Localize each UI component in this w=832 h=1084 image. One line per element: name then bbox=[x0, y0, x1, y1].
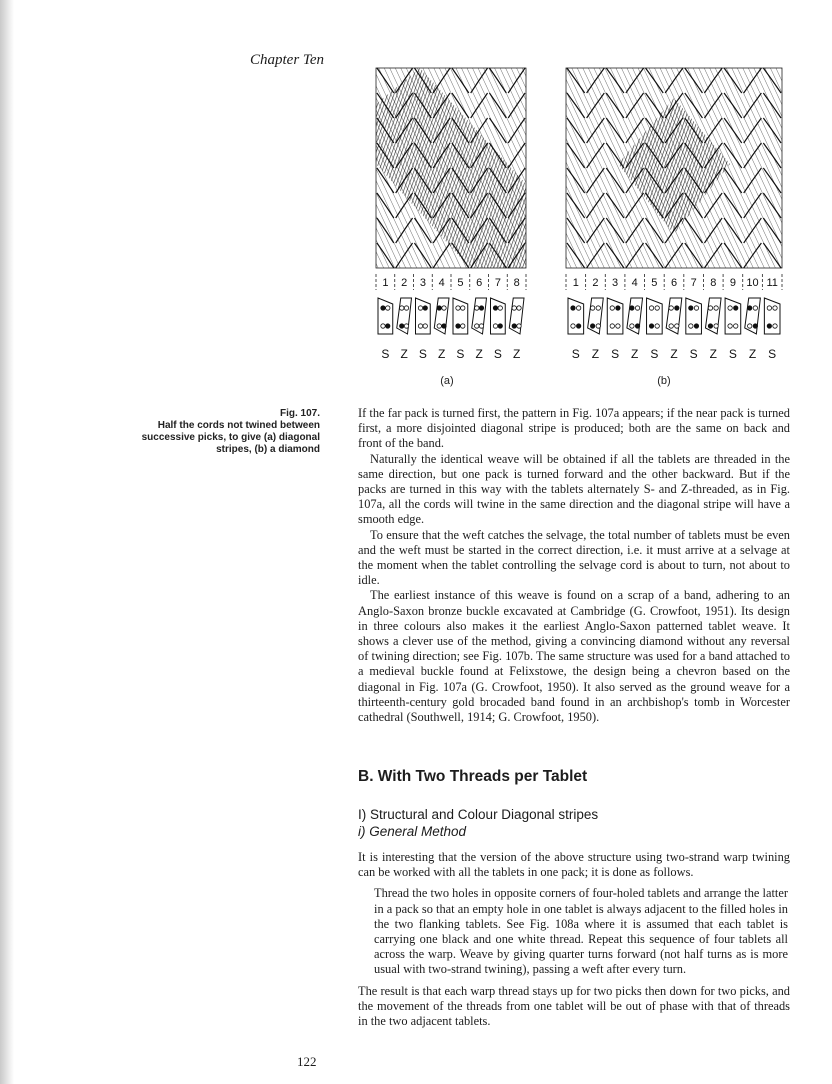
tablet-hole bbox=[493, 306, 497, 310]
subsubsection-title: i) General Method bbox=[358, 824, 467, 839]
subsection-title: I) Structural and Colour Diagonal stripes bbox=[358, 807, 599, 822]
threading-direction: S bbox=[571, 347, 580, 361]
tablet-hole bbox=[610, 324, 614, 328]
tablet-hole bbox=[694, 306, 698, 310]
tablet-hole bbox=[630, 324, 634, 328]
figure-caption-text: Half the cords not twined between successive picks, to give (a) diagonal stripes, (b) a diamond bbox=[141, 420, 320, 455]
tablet-hole bbox=[773, 324, 777, 328]
tablet-hole bbox=[728, 306, 732, 310]
tablet-number: 1 bbox=[382, 277, 389, 289]
threading-direction: S bbox=[611, 347, 620, 361]
tablet-hole bbox=[767, 324, 771, 328]
page-number: 122 bbox=[297, 1054, 317, 1069]
tablet-card bbox=[453, 298, 468, 334]
tablet-card bbox=[666, 298, 682, 334]
tablet-hole bbox=[404, 324, 408, 328]
tablet-card bbox=[588, 298, 604, 334]
paragraph: The result is that each warp thread stays up for two picks then down for two picks, and the movement of the threads from one tablet will be out of phase with that of threads in the two adjacent tablets. bbox=[358, 983, 790, 1029]
tablet-card bbox=[434, 298, 449, 334]
threading-direction: Z bbox=[475, 347, 483, 361]
tablet-hole bbox=[635, 324, 639, 328]
tablet-hole bbox=[708, 324, 712, 328]
sub-heading bbox=[358, 806, 798, 840]
figure-a-tablet-numbers bbox=[376, 274, 526, 290]
figure-107-drawing bbox=[360, 64, 800, 394]
section-heading: B. With Two Threads per Tablet bbox=[358, 768, 588, 785]
tablet-hole bbox=[461, 306, 465, 310]
tablet-hole bbox=[423, 324, 427, 328]
tablet-hole bbox=[728, 324, 732, 328]
paragraph: If the far pack is turned first, the pattern in Fig. 107a appears; if the near pack is turned first, a more disjointed diagonal stripe is produced; both are the same on back and front of the band. bbox=[358, 406, 790, 451]
threading-direction: Z bbox=[437, 347, 446, 361]
tablet-hole bbox=[714, 306, 718, 310]
tablet-hole bbox=[404, 306, 408, 310]
tablet-number: 3 bbox=[419, 277, 426, 289]
tablet-number: 8 bbox=[710, 277, 717, 289]
tablet-hole bbox=[437, 306, 441, 310]
tablet-hole bbox=[517, 324, 521, 328]
tablet-card bbox=[627, 298, 643, 334]
threading-direction: S bbox=[689, 347, 698, 361]
body-text bbox=[358, 406, 790, 725]
tablet-hole bbox=[418, 324, 422, 328]
tablet-hole bbox=[675, 306, 679, 310]
tablet-hole bbox=[442, 306, 446, 310]
figure-caption bbox=[124, 408, 320, 456]
tablet-hole bbox=[753, 306, 757, 310]
tablet-hole bbox=[456, 306, 460, 310]
tablet-hole bbox=[461, 324, 465, 328]
tablet-hole bbox=[655, 306, 659, 310]
tablet-hole bbox=[590, 306, 594, 310]
tablet-hole bbox=[479, 306, 483, 310]
tablet-hole bbox=[767, 306, 771, 310]
tablet-number: 7 bbox=[690, 277, 697, 289]
tablet-card bbox=[568, 298, 584, 334]
tablet-hole bbox=[512, 324, 516, 328]
paragraph: The earliest instance of this weave is found on a scrap of a band, adhering to an Anglo-Saxon bronze buckle excavated at Cambridge (G. Crowfoot, 1951). Its design in three colours also makes it the earliest Anglo-Saxon patterned tablet weave. It shows a clever use of the method, giving a convincing diamond without any reversal of twining direction; see Fig. 107b. The same structure was used for a band attached to a medieval buckle found at Felixstowe, the design being a chevron based on the diagonal in Fig. 107a (G. Crowfoot, 1950). It also served as the ground weave for a thirteenth-century gold brocaded band found in an archbishop's tomb in Worcester cathedral (Southwell, 1914; G. Crowfoot, 1950). bbox=[358, 588, 790, 725]
tablet-hole bbox=[616, 324, 620, 328]
threading-direction: S bbox=[728, 347, 737, 361]
tablet-hole bbox=[689, 306, 693, 310]
threading-direction: S bbox=[768, 347, 777, 361]
tablet-hole bbox=[748, 306, 752, 310]
tablet-hole bbox=[456, 324, 460, 328]
threading-direction: Z bbox=[709, 347, 717, 361]
tablet-hole bbox=[386, 306, 390, 310]
threading-direction: Z bbox=[512, 347, 521, 361]
tablet-hole bbox=[649, 306, 653, 310]
paragraph: To ensure that the weft catches the selvage, the total number of tablets must be even and the weft must be started in the correct direction, i.e. it must arrive at a selvage at the moment when the tablet controlling the selvage cord is about to turn, not about to idle. bbox=[358, 527, 790, 588]
tablet-number: 3 bbox=[612, 277, 619, 289]
tablet-hole bbox=[655, 324, 659, 328]
running-head: Chapter Ten bbox=[250, 52, 325, 68]
paragraph: It is interesting that the version of the above structure using two-strand warp twining can be worked with all the tablets in one pack; it is done as follows. bbox=[358, 850, 790, 880]
figure-b-tablet-numbers bbox=[566, 274, 782, 290]
figure-a-threading bbox=[381, 347, 520, 361]
tablet-hole bbox=[498, 324, 502, 328]
tablet-hole bbox=[649, 324, 653, 328]
tablet-number: 8 bbox=[513, 277, 520, 289]
tablet-hole bbox=[596, 324, 600, 328]
tablet-hole bbox=[630, 306, 634, 310]
threading-direction: Z bbox=[400, 347, 408, 361]
threading-direction: S bbox=[456, 347, 465, 361]
figure-a-tablets bbox=[378, 298, 524, 334]
tablet-hole bbox=[418, 306, 422, 310]
figure-b-tablets bbox=[568, 298, 780, 334]
tablet-hole bbox=[381, 324, 385, 328]
threading-direction: Z bbox=[670, 347, 678, 361]
tablet-hole bbox=[437, 324, 441, 328]
tablet-hole bbox=[753, 324, 757, 328]
tablet-card bbox=[472, 298, 487, 334]
tablet-number: 2 bbox=[401, 277, 408, 289]
tablet-hole bbox=[479, 324, 483, 328]
figure-107 bbox=[360, 64, 800, 394]
tablet-card bbox=[491, 298, 506, 334]
tablet-hole bbox=[498, 306, 502, 310]
tablet-hole bbox=[773, 306, 777, 310]
tablet-hole bbox=[475, 306, 479, 310]
tablet-number: 4 bbox=[438, 277, 445, 289]
figure-b-threading bbox=[572, 347, 776, 361]
tablet-hole bbox=[689, 324, 693, 328]
tablet-hole bbox=[512, 306, 516, 310]
tablet-number: 2 bbox=[592, 277, 599, 289]
tablet-card bbox=[764, 298, 780, 334]
tablet-hole bbox=[475, 324, 479, 328]
tablet-hole bbox=[675, 324, 679, 328]
tablet-number: 10 bbox=[746, 277, 759, 289]
indented-instructions: Thread the two holes in opposite corners of four-holed tablets and arrange the latter in a pack so that an empty hole in one tablet is always adjacent to the filled holes in the two flanking tablets. See Fig. 108a where it is assumed that each tablet is carrying one black and one white thread. Repeat this sequence of four tablets all across the warp. Weave by giving quarter turns forward (not half turns as is more usual with two-strand twining), passing a weft after every turn. bbox=[374, 886, 788, 977]
tablet-hole bbox=[734, 306, 738, 310]
threading-direction: S bbox=[493, 347, 502, 361]
tablet-hole bbox=[571, 324, 575, 328]
tablet-hole bbox=[708, 306, 712, 310]
tablet-hole bbox=[734, 324, 738, 328]
tablet-number: 11 bbox=[766, 277, 778, 289]
paragraph: Naturally the identical weave will be obtained if all the tablets are threaded in the same direction, but one pack is turned forward and the other backward. But if the packs are turned in this way with the tablets alternately S- and Z-threaded, as in Fig. 107a, all the cords will twine in the same direction and the diagonal stripe will have a smooth edge. bbox=[358, 451, 790, 527]
threading-direction: S bbox=[418, 347, 427, 361]
figure-b-braid bbox=[566, 68, 782, 268]
tablet-hole bbox=[748, 324, 752, 328]
figure-a-label: (a) bbox=[440, 375, 454, 387]
figure-a-braid bbox=[376, 68, 526, 268]
tablet-hole bbox=[400, 306, 404, 310]
tablet-hole bbox=[381, 306, 385, 310]
tablet-hole bbox=[493, 324, 497, 328]
tablet-hole bbox=[571, 306, 575, 310]
threading-direction: S bbox=[381, 347, 390, 361]
tablet-card bbox=[607, 298, 623, 334]
tablet-hole bbox=[694, 324, 698, 328]
tablet-number: 4 bbox=[631, 277, 638, 289]
threading-direction: S bbox=[650, 347, 659, 361]
tablet-card bbox=[705, 298, 721, 334]
threading-direction: Z bbox=[748, 347, 757, 361]
figure-caption-title: Fig. 107. bbox=[279, 408, 320, 419]
tablet-number: 6 bbox=[476, 277, 483, 289]
tablet-card bbox=[725, 298, 741, 334]
tablet-card bbox=[397, 298, 412, 334]
tablet-hole bbox=[576, 306, 580, 310]
tablet-number: 5 bbox=[651, 277, 658, 289]
tablet-number: 9 bbox=[729, 277, 736, 289]
tablet-card bbox=[416, 298, 431, 334]
tablet-hole bbox=[669, 324, 673, 328]
tablet-hole bbox=[635, 306, 639, 310]
tablet-card bbox=[378, 298, 393, 334]
tablet-hole bbox=[596, 306, 600, 310]
tablet-hole bbox=[423, 306, 427, 310]
tablet-card bbox=[745, 298, 761, 334]
threading-direction: Z bbox=[591, 347, 600, 361]
tablet-card bbox=[647, 298, 663, 334]
tablet-hole bbox=[590, 324, 594, 328]
general-method-text bbox=[358, 850, 790, 1029]
tablet-hole bbox=[517, 306, 521, 310]
page-edge-shadow bbox=[0, 0, 14, 1084]
tablet-hole bbox=[714, 324, 718, 328]
tablet-card bbox=[509, 298, 524, 334]
tablet-hole bbox=[610, 306, 614, 310]
tablet-hole bbox=[400, 324, 404, 328]
tablet-number: 6 bbox=[670, 277, 678, 289]
tablet-hole bbox=[576, 324, 580, 328]
figure-b-label: (b) bbox=[657, 375, 671, 387]
tablet-hole bbox=[669, 306, 673, 310]
tablet-hole bbox=[442, 324, 446, 328]
threading-direction: Z bbox=[631, 347, 639, 361]
tablet-hole bbox=[386, 324, 390, 328]
tablet-number: 1 bbox=[572, 277, 579, 289]
tablet-card bbox=[686, 298, 702, 334]
tablet-number: 7 bbox=[494, 277, 501, 289]
tablet-hole bbox=[616, 306, 620, 310]
tablet-number: 5 bbox=[457, 277, 464, 289]
